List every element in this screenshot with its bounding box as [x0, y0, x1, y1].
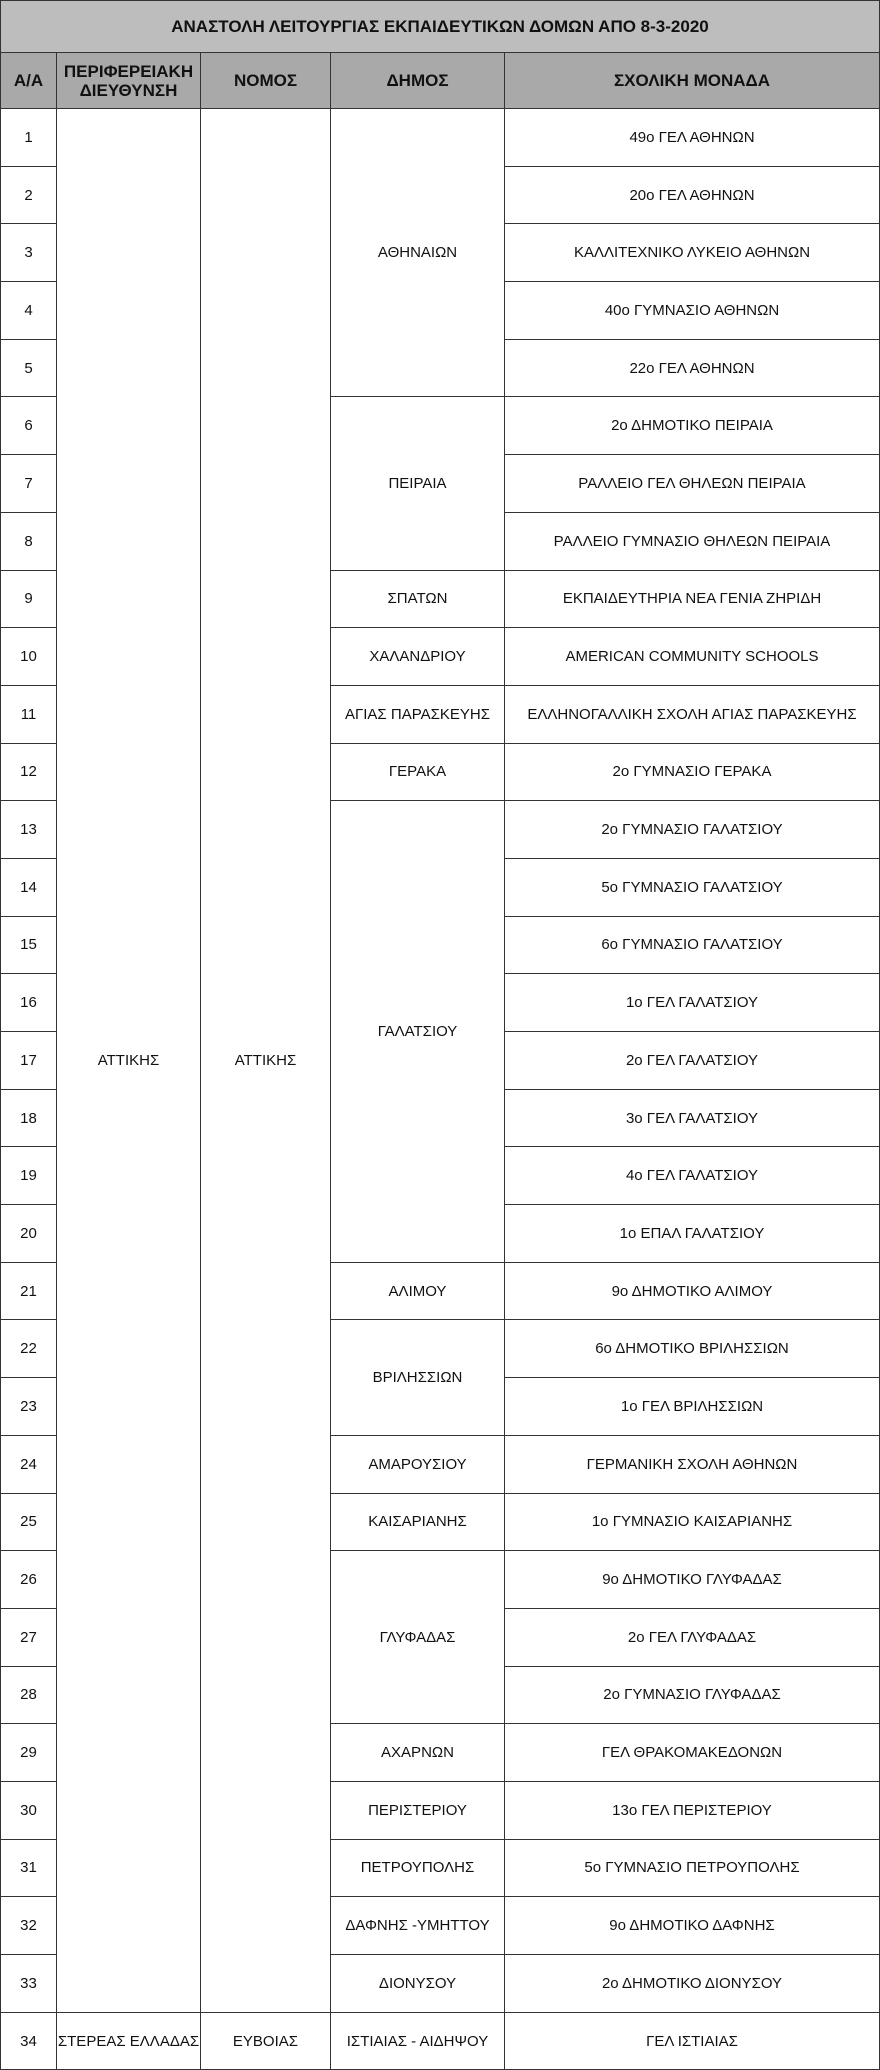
school-cell: 2ο ΔΗΜΟΤΙΚΟ ΔΙΟΝΥΣΟΥ [505, 1955, 880, 2013]
school-cell: 13ο ΓΕΛ ΠΕΡΙΣΤΕΡΙΟΥ [505, 1781, 880, 1839]
prefecture-cell: ΕΥΒΟΙΑΣ [201, 2012, 331, 2070]
row-number: 1 [1, 109, 57, 167]
row-number: 25 [1, 1493, 57, 1551]
header-school: ΣΧΟΛΙΚΗ ΜΟΝΑΔΑ [505, 53, 880, 109]
row-number: 12 [1, 743, 57, 801]
school-cell: ΚΑΛΛΙΤΕΧΝΙΚΟ ΛΥΚΕΙΟ ΑΘΗΝΩΝ [505, 224, 880, 282]
table-row [1, 2012, 880, 2070]
row-number: 23 [1, 1378, 57, 1436]
row-number: 28 [1, 1666, 57, 1724]
school-cell: ΓΕΛ ΙΣΤΙΑΙΑΣ [505, 2012, 880, 2070]
row-number: 11 [1, 685, 57, 743]
school-cell: ΓΕΛ ΘΡΑΚΟΜΑΚΕΔΟΝΩΝ [505, 1724, 880, 1782]
row-number: 9 [1, 570, 57, 628]
municipality-cell: ΑΜΑΡΟΥΣΙΟΥ [331, 1435, 505, 1493]
school-cell: 40ο ΓΥΜΝΑΣΙΟ ΑΘΗΝΩΝ [505, 282, 880, 340]
header-municipality: ΔΗΜΟΣ [331, 53, 505, 109]
row-number: 32 [1, 1897, 57, 1955]
school-cell: 5ο ΓΥΜΝΑΣΙΟ ΓΑΛΑΤΣΙΟΥ [505, 858, 880, 916]
school-cell: 2ο ΔΗΜΟΤΙΚΟ ΠΕΙΡΑΙΑ [505, 397, 880, 455]
row-number: 24 [1, 1435, 57, 1493]
school-cell: 4ο ΓΕΛ ΓΑΛΑΤΣΙΟΥ [505, 1147, 880, 1205]
school-cell: 5ο ΓΥΜΝΑΣΙΟ ΠΕΤΡΟΥΠΟΛΗΣ [505, 1839, 880, 1897]
school-cell: AMERICAN COMMUNITY SCHOOLS [505, 628, 880, 686]
row-number: 31 [1, 1839, 57, 1897]
school-cell: 2ο ΓΥΜΝΑΣΙΟ ΓΑΛΑΤΣΙΟΥ [505, 801, 880, 859]
header-aa: Α/Α [1, 53, 57, 109]
school-cell: ΡΑΛΛΕΙΟ ΓΥΜΝΑΣΙΟ ΘΗΛΕΩΝ ΠΕΙΡΑΙΑ [505, 512, 880, 570]
municipality-cell: ΚΑΙΣΑΡΙΑΝΗΣ [331, 1493, 505, 1551]
municipality-cell: ΓΛΥΦΑΔΑΣ [331, 1551, 505, 1724]
row-number: 7 [1, 455, 57, 513]
municipality-cell: ΔΑΦΝΗΣ -ΥΜΗΤΤΟΥ [331, 1897, 505, 1955]
row-number: 34 [1, 2012, 57, 2070]
school-cell: 6ο ΔΗΜΟΤΙΚΟ ΒΡΙΛΗΣΣΙΩΝ [505, 1320, 880, 1378]
row-number: 20 [1, 1205, 57, 1263]
row-number: 15 [1, 916, 57, 974]
school-cell: 2ο ΓΕΛ ΓΑΛΑΤΣΙΟΥ [505, 1032, 880, 1090]
municipality-cell: ΙΣΤΙΑΙΑΣ - ΑΙΔΗΨΟΥ [331, 2012, 505, 2070]
school-cell: ΡΑΛΛΕΙΟ ΓΕΛ ΘΗΛΕΩΝ ΠΕΙΡΑΙΑ [505, 455, 880, 513]
municipality-cell: ΠΕΤΡΟΥΠΟΛΗΣ [331, 1839, 505, 1897]
row-number: 22 [1, 1320, 57, 1378]
table-title: ΑΝΑΣΤΟΛΗ ΛΕΙΤΟΥΡΓΙΑΣ ΕΚΠΑΙΔΕΥΤΙΚΩΝ ΔΟΜΩΝ ΑΠΟ 8-3-2020 [1, 1, 880, 53]
municipality-cell: ΑΘΗΝΑΙΩΝ [331, 109, 505, 397]
school-cell: 1ο ΕΠΑΛ ΓΑΛΑΤΣΙΟΥ [505, 1205, 880, 1263]
row-number: 2 [1, 166, 57, 224]
header-prefecture: ΝΟΜΟΣ [201, 53, 331, 109]
municipality-cell: ΓΕΡΑΚΑ [331, 743, 505, 801]
row-number: 4 [1, 282, 57, 340]
table-body [1, 109, 880, 2070]
municipality-cell: ΓΑΛΑΤΣΙΟΥ [331, 801, 505, 1263]
school-cell: 1ο ΓΕΛ ΒΡΙΛΗΣΣΙΩΝ [505, 1378, 880, 1436]
header-region: ΠΕΡΙΦΕΡΕΙΑΚΗ ΔΙΕΥΘΥΝΣΗ [57, 53, 201, 109]
row-number: 3 [1, 224, 57, 282]
row-number: 18 [1, 1089, 57, 1147]
row-number: 26 [1, 1551, 57, 1609]
school-cell: 3ο ΓΕΛ ΓΑΛΑΤΣΙΟΥ [505, 1089, 880, 1147]
school-cell: 49ο ΓΕΛ ΑΘΗΝΩΝ [505, 109, 880, 167]
row-number: 21 [1, 1262, 57, 1320]
school-cell: 2ο ΓΥΜΝΑΣΙΟ ΓΛΥΦΑΔΑΣ [505, 1666, 880, 1724]
school-cell: 9ο ΔΗΜΟΤΙΚΟ ΔΑΦΝΗΣ [505, 1897, 880, 1955]
school-cell: 22ο ΓΕΛ ΑΘΗΝΩΝ [505, 339, 880, 397]
row-number: 17 [1, 1032, 57, 1090]
region-cell: ΣΤΕΡΕΑΣ ΕΛΛΑΔΑΣ [57, 2012, 201, 2070]
row-number: 8 [1, 512, 57, 570]
row-number: 19 [1, 1147, 57, 1205]
table-row [1, 109, 880, 167]
prefecture-cell: ΑΤΤΙΚΗΣ [201, 109, 331, 2013]
row-number: 27 [1, 1608, 57, 1666]
header-row [1, 53, 880, 109]
school-cell: 1ο ΓΕΛ ΓΑΛΑΤΣΙΟΥ [505, 974, 880, 1032]
row-number: 10 [1, 628, 57, 686]
region-cell: ΑΤΤΙΚΗΣ [57, 109, 201, 2013]
school-cell: ΓΕΡΜΑΝΙΚΗ ΣΧΟΛΗ ΑΘΗΝΩΝ [505, 1435, 880, 1493]
municipality-cell: ΠΕΙΡΑΙΑ [331, 397, 505, 570]
municipality-cell: ΧΑΛΑΝΔΡΙΟΥ [331, 628, 505, 686]
municipality-cell: ΠΕΡΙΣΤΕΡΙΟΥ [331, 1781, 505, 1839]
row-number: 16 [1, 974, 57, 1032]
row-number: 6 [1, 397, 57, 455]
municipality-cell: ΔΙΟΝΥΣΟΥ [331, 1955, 505, 2013]
row-number: 29 [1, 1724, 57, 1782]
school-cell: 9ο ΔΗΜΟΤΙΚΟ ΑΛΙΜΟΥ [505, 1262, 880, 1320]
school-cell: 9ο ΔΗΜΟΤΙΚΟ ΓΛΥΦΑΔΑΣ [505, 1551, 880, 1609]
municipality-cell: ΒΡΙΛΗΣΣΙΩΝ [331, 1320, 505, 1435]
title-row [1, 1, 880, 53]
school-cell: 2ο ΓΥΜΝΑΣΙΟ ΓΕΡΑΚΑ [505, 743, 880, 801]
row-number: 13 [1, 801, 57, 859]
school-cell: 2ο ΓΕΛ ΓΛΥΦΑΔΑΣ [505, 1608, 880, 1666]
school-cell: 20ο ΓΕΛ ΑΘΗΝΩΝ [505, 166, 880, 224]
row-number: 14 [1, 858, 57, 916]
row-number: 5 [1, 339, 57, 397]
municipality-cell: ΑΧΑΡΝΩΝ [331, 1724, 505, 1782]
municipality-cell: ΣΠΑΤΩΝ [331, 570, 505, 628]
school-cell: ΕΚΠΑΙΔΕΥΤΗΡΙΑ ΝΕΑ ΓΕΝΙΑ ΖΗΡΙΔΗ [505, 570, 880, 628]
school-cell: 6ο ΓΥΜΝΑΣΙΟ ΓΑΛΑΤΣΙΟΥ [505, 916, 880, 974]
row-number: 30 [1, 1781, 57, 1839]
municipality-cell: ΑΓΙΑΣ ΠΑΡΑΣΚΕΥΗΣ [331, 685, 505, 743]
school-cell: ΕΛΛΗΝΟΓΑΛΛΙΚΗ ΣΧΟΛΗ ΑΓΙΑΣ ΠΑΡΑΣΚΕΥΗΣ [505, 685, 880, 743]
school-cell: 1ο ΓΥΜΝΑΣΙΟ ΚΑΙΣΑΡΙΑΝΗΣ [505, 1493, 880, 1551]
row-number: 33 [1, 1955, 57, 2013]
municipality-cell: ΑΛΙΜΟΥ [331, 1262, 505, 1320]
